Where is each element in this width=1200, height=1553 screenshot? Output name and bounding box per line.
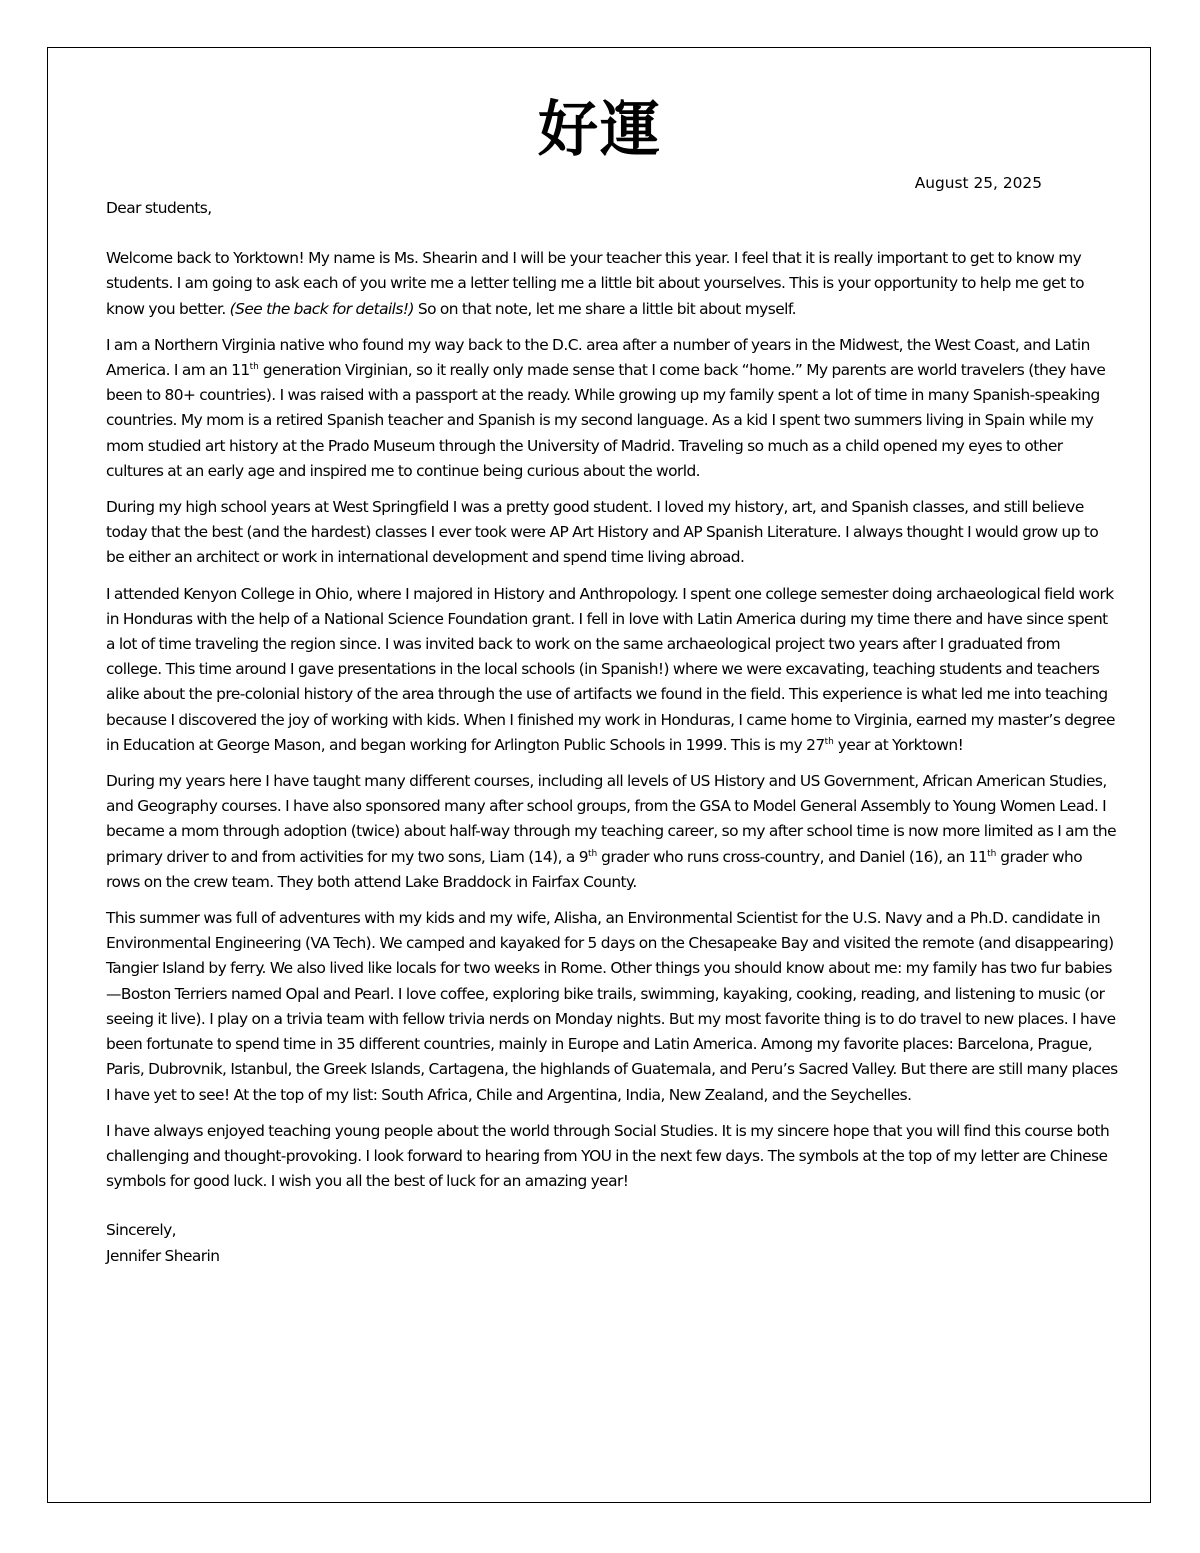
paragraph-summer: This summer was full of adventures with my kids and my wife, Alisha, an Environmental Scientist for the U.S. Navy and a Ph.D. candidate in Environmental Engineering (VA Tech). We camped and kayaked for 5 days on the Chesapeake Bay and visited the remote (and disappearing) Tangier Island by ferry. We also lived like locals for two weeks in Rome. Other things you should know about me: my family has two fur babies—Boston Terriers named Opal and Pearl. I love coffee, exploring bike trails, swimming, kayaking, cooking, reading, and listening to music (or seeing it live). I play on a trivia team with fellow trivia nerds on Monday nights. But my most favorite thing is to do travel to new places. I have been fortunate to spend time in 35 different countries, mainly in Europe and Latin America. Among my favorite places: Barcelona, Prague, Paris, Dubrovnik, Istanbul, the Greek Islands, Cartagena, the highlands of Guatemala, and Peru’s Sacred Valley. But there are still many places I have yet to see! At the top of my list: South Africa, Chile and Argentina, India, New Zealand, and the Seychelles. [106, 909, 1118, 1104]
paragraph-teaching [106, 769, 1118, 895]
paragraph-text: I attended Kenyon College in Ohio, where I majored in History and Anthropology. I spent one college semester doing archaeological field work in Honduras with the help of a National Science Foundation grant. I fell in love with Latin America during my time there and have since spent a lot of time traveling the region since. I was invited back to work on the same archaeological project two years after I graduated from college. This time around I gave presentations in the local schools (in Spanish!) where we were excavating, teaching students and teachers alike about the pre-colonial history of the area through the use of artifacts we found in the field. This experience is what led me into teaching because I discovered the joy of working with kids. When I finished my work in Honduras, I came home to Virginia, earned my master’s degree in Education at George Mason, and began working for Arlington Public Schools in 1999. This is my 27 [106, 584, 1115, 754]
paragraph-text: grader who runs cross-country, and Daniel (16), an 11 [597, 847, 988, 866]
paragraph-welcome [106, 246, 1118, 322]
greeting: Dear students, [106, 199, 212, 217]
paragraph-text: During my years here I have taught many different courses, including all levels of US History and US Government, African American Studies, and Geography courses. I have also sponsored many after school groups, from the GSA to Model General Assembly to Young Women Lead. I became a mom through adoption (twice) about half-way through my teaching career, so my after school time is now more limited as I am the primary driver to and from activities for my two sons, Liam (14), a 9 [106, 772, 1117, 866]
letter-date: August 25, 2025 [914, 174, 1042, 192]
ordinal-suffix: th [824, 736, 834, 747]
paragraph-text: I am a Northern Virginia native who found my way back to the D.C. area after a number of years in the Midwest, the West Coast, and Latin America. I am an 11 [106, 335, 1090, 380]
paragraph-high-school: During my high school years at West Springfield I was a pretty good student. I loved my history, art, and Spanish classes, and still believe today that the best (and the hardest) classes I ever took were AP Art History and AP Spanish Literature. I always thought I would grow up to be either an architect or work in international development and spend time living abroad. [106, 498, 1099, 567]
details-note: (See the back for details!) [229, 299, 414, 318]
paragraph-text: year at Yorktown! [833, 735, 964, 754]
paragraph-text: Welcome back to Yorktown! My name is Ms. Shearin and I will be your teacher this year. I feel that it is really important to get to know my students. I am going to ask each of you write me a letter telling me a little bit about yourselves. This is your opportunity to help me get to know you better. [106, 249, 1084, 318]
letter-body [106, 196, 1118, 1269]
paragraph-text: generation Virginian, so it really only made sense that I come back “home.” My parents are world travelers (they have been to 80+ countries). I was raised with a passport at the ready. While growing up my family spent a lot of time in many Spanish-speaking countries. My mom is a retired Spanish teacher and Spanish is my second language. As a kid I spent two summers living in Spain while my mom studied art history at the Prado Museum through the University of Madrid. Traveling so much as a child opened my eyes to other cultures at an early age and inspired me to continue being curious about the world. [106, 361, 1106, 480]
closing: Sincerely, [106, 1221, 176, 1240]
paragraph-text: grader who rows on the crew team. They both attend Lake Braddock in Fairfax County. [106, 847, 1083, 891]
ordinal-suffix: th [249, 361, 259, 372]
signature: Jennifer Shearin [106, 1246, 220, 1265]
paragraph-closing: I have always enjoyed teaching young people about the world through Social Studies. It is my sincere hope that you will find this course both challenging and thought-provoking. I look forward to hearing from YOU in the next few days. The symbols at the top of my letter are Chinese symbols for good luck. I wish you all the best of luck for an amazing year! [106, 1121, 1110, 1191]
ordinal-suffix: th [987, 848, 997, 859]
paragraph-text: So on that note, let me share a little bit about myself. [413, 299, 796, 318]
good-luck-title: 好運 [538, 95, 662, 165]
paragraph-background [106, 333, 1118, 484]
ordinal-suffix: th [587, 848, 598, 859]
paragraph-college [106, 582, 1118, 758]
